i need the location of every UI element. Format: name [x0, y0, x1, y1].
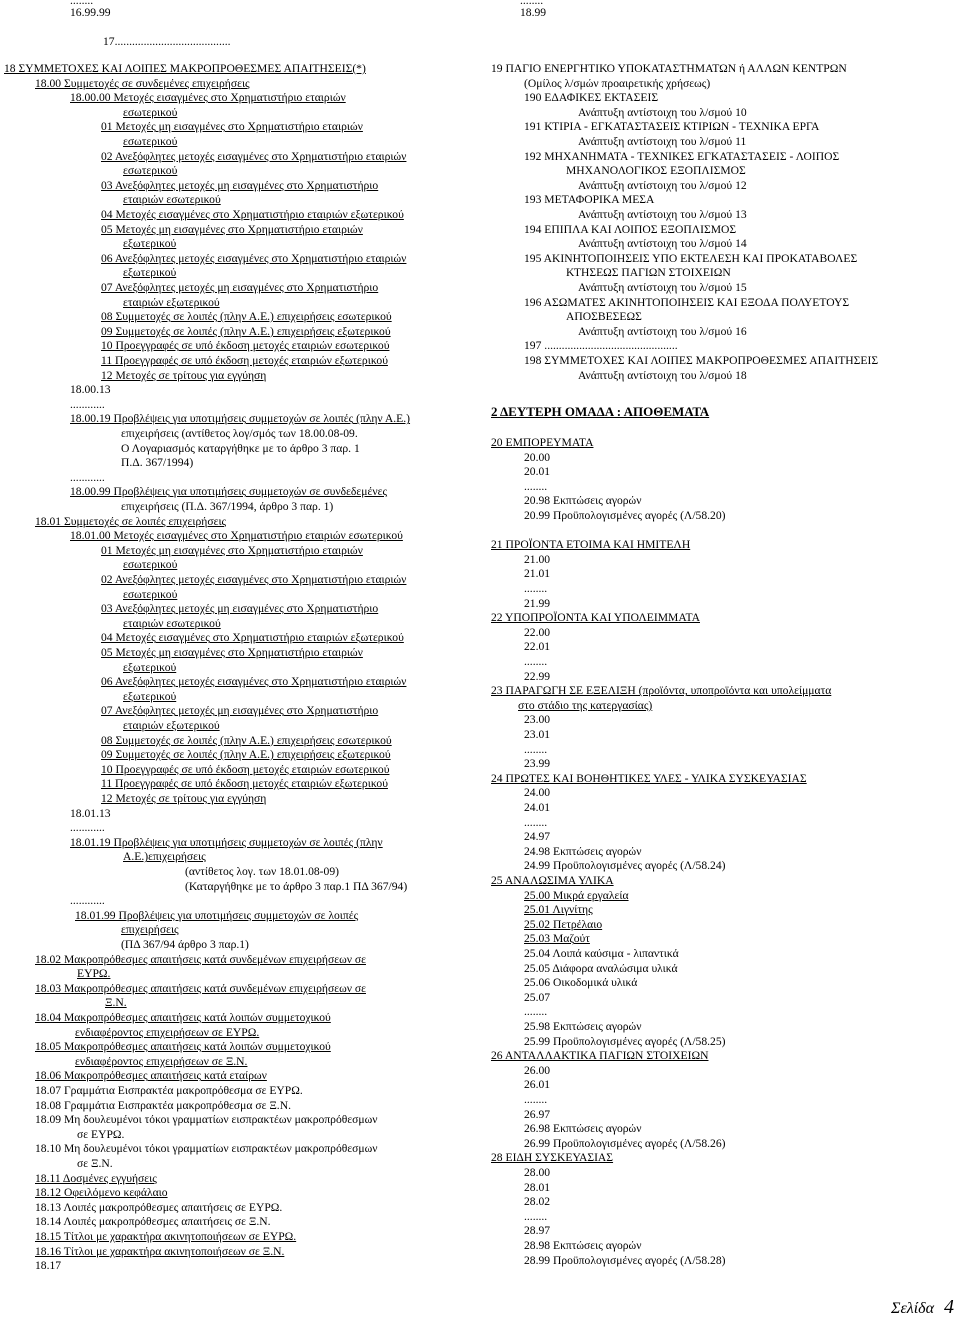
right2-line: 26 ΑΝΤΑΛΛΑΚΤΙΚΑ ΠΑΓΙΩΝ ΣΤΟΙΧΕΙΩΝ	[491, 1049, 709, 1063]
left-line: 07 Ανεξόφλητες μετοχές μη εισαγμένες στο Χρηματιστήριο	[101, 704, 379, 718]
left-line: σε Ξ.Ν.	[77, 1157, 113, 1170]
right2-line: 24.00	[524, 786, 551, 800]
right2-line: ........	[524, 742, 548, 756]
right1-line: 197 ..............................................	[524, 339, 678, 353]
right2-line: ........	[524, 655, 548, 668]
left-line: 08 Συμμετοχές σε λοιπές (πλην Α.Ε.) επιχειρήσεις εσωτερικού	[101, 733, 392, 747]
right1-line: 190 ΕΔΑΦΙΚΕΣ ΕΚΤΑΣΕΙΣ	[524, 91, 659, 105]
left-line: 06 Ανεξόφλητες μετοχές εισαγμένες στο Χρηματιστήριο εταιριών	[101, 675, 407, 689]
left-line: εσωτερικού	[123, 164, 178, 178]
left-line: 18.17	[35, 1259, 62, 1273]
right1-line: 196 ΑΣΩΜΑΤΕΣ ΑΚΙΝΗΤΟΠΟΙΗΣΕΙΣ ΚΑΙ ΕΞΟΔΑ ΠΟΛΥΕΤΟΥΣ	[524, 295, 850, 309]
right1-line: 194 ΕΠΙΠΛΑ ΚΑΙ ΛΟΙΠΟΣ ΕΞΟΠΛΙΣΜΟΣ	[524, 222, 737, 236]
left-line: 18.14 Λοιπές μακροπρόθεσμες απαιτήσεις σε Ξ.Ν.	[35, 1215, 271, 1229]
right1-line: Ανάπτυξη αντίστοιχη του λ/σμού 18	[578, 368, 747, 382]
right2-line: 24.99 Προϋπολογισμένες αγορές (Λ/58.24)	[524, 859, 726, 873]
right2-line: 26.97	[524, 1107, 551, 1121]
left-line: εξωτερικού	[123, 237, 177, 251]
left-line: Ξ.Ν.	[105, 996, 127, 1010]
left-line: 18.09 Μη δουλευμένοι τόκοι γραμματίων εισπρακτέων μακροπρόθεσμων	[35, 1113, 378, 1127]
left-line: 18.01.00 Μετοχές εισαγμένες στο Χρηματιστήριο εταιριών εσωτερικού	[70, 529, 403, 543]
left-line: 18.04 Μακροπρόθεσμες απαιτήσεις κατά λοιπών συμμετοχικού	[35, 1011, 331, 1024]
right2-line: 25.03 Μαζούτ	[524, 932, 590, 946]
right2-line: 26.01	[524, 1078, 551, 1092]
right1-line: ΑΠΟΣΒΕΣΕΩΣ	[566, 310, 642, 324]
left-line: 11 Προεγγραφές σε υπό έκδοση μετοχές εταιριών εξωτερικού	[101, 777, 388, 791]
right2-line: 25.05 Διάφορα αναλώσιμα υλικά	[524, 961, 678, 975]
left-line: 10 Προεγγραφές σε υπό έκδοση μετοχές εταιριών εσωτερικού	[101, 339, 390, 353]
left-line: Ο Λογαριασμός καταργήθηκε με το άρθρο 3 παρ. 1	[121, 441, 360, 455]
left-line: εταιριών εξωτερικού	[123, 295, 220, 309]
left-line: (ΠΔ 367/94 άρθρο 3 παρ.1)	[121, 938, 249, 951]
right2-line: 20.00	[524, 450, 551, 464]
right2-line: 25.06 Οικοδομικά υλικά	[524, 976, 638, 990]
right1-line: 193 ΜΕΤΑΦΟΡΙΚΑ ΜΕΣΑ	[524, 193, 655, 207]
right1-line: Ανάπτυξη αντίστοιχη του λ/σμού 10	[578, 105, 747, 119]
right2-line: 25.02 Πετρέλαιο	[524, 917, 603, 931]
right2-line: 23.00	[524, 713, 551, 727]
left-line: 18.01.19 Προβλέψεις για υποτιμήσεις συμμετοχών σε λοιπές (πλην	[70, 835, 383, 849]
right2-line: 28.00	[524, 1166, 551, 1179]
left-line: 18.16 Τίτλοι με χαρακτήρα ακινητοποιήσεων σε Ξ.Ν.	[35, 1244, 285, 1258]
page-number: 4	[944, 1296, 954, 1318]
right2-line: 24.01	[524, 801, 551, 814]
left-line: ............	[70, 397, 105, 411]
right2-line: 21.00	[524, 552, 551, 566]
left-line: εξωτερικού	[123, 266, 177, 280]
left-line: 11 Προεγγραφές σε υπό έκδοση μετοχές εταιριών εξωτερικού	[101, 354, 388, 367]
right2-line: 21.01	[524, 567, 551, 581]
right2-line: 25.00 Μικρά εργαλεία	[524, 888, 629, 902]
right2-line: 25.01 Λιγνίτης	[524, 903, 593, 917]
left-line: εσωτερικού	[123, 558, 178, 572]
right2-line: 22.01	[524, 640, 551, 654]
left-line: 18.01 Συμμετοχές σε λοιπές επιχειρήσεις	[35, 514, 227, 528]
right2-line: 20.99 Προϋπολογισμένες αγορές (Λ/58.20)	[524, 509, 726, 522]
left-line: 18.05 Μακροπρόθεσμες απαιτήσεις κατά λοιπών συμμετοχικού	[35, 1040, 331, 1054]
left-line: 03 Ανεξόφλητες μετοχές μη εισαγμένες στο Χρηματιστήριο	[101, 178, 379, 192]
right2-line: 20.01	[524, 465, 551, 479]
left-line: 18.12 Οφειλόμενο κεφάλαιο	[35, 1186, 168, 1200]
right2-line: 25.04 Λοιπά καύσιμα - λιπαντικά	[524, 947, 679, 960]
left-line: 18.00.00 Μετοχές εισαγμένες στο Χρηματιστήριο εταιριών	[70, 91, 346, 105]
left-line: 08 Συμμετοχές σε λοιπές (πλην Α.Ε.) επιχειρήσεις εσωτερικού	[101, 310, 392, 324]
left-line: 18.11 Δοσμένες εγγυήσεις	[35, 1171, 157, 1185]
left-line: Α.Ε.)επιχειρήσεις	[123, 850, 206, 864]
left-line: 12 Μετοχές σε τρίτους για εγγύηση	[101, 368, 267, 382]
right1-line: 192 ΜΗΧΑΝΗΜΑΤΑ - ΤΕΧΝΙΚΕΣ ΕΓΚΑΤΑΣΤΑΣΕΙΣ - ΛΟΙΠΟΣ	[524, 149, 840, 163]
right2-line: 28.02	[524, 1195, 551, 1209]
left-line: 09 Συμμετοχές σε λοιπές (πλην Α.Ε.) επιχειρήσεις εξωτερικού	[101, 748, 391, 762]
page-footer	[891, 1296, 954, 1319]
right2-line: ........	[524, 479, 548, 493]
right2-line: 24.98 Εκπτώσεις αγορών	[524, 844, 642, 858]
right2-line: 28.01	[524, 1180, 551, 1194]
right2-line: 26.99 Προϋπολογισμένες αγορές (Λ/58.26)	[524, 1136, 726, 1150]
left-line: 18.15 Τίτλοι με χαρακτήρα ακινητοποιήσεων σε ΕΥΡΩ.	[35, 1230, 297, 1243]
left-line: 18 ΣΥΜΜΕΤΟΧΕΣ ΚΑΙ ΛΟΙΠΕΣ ΜΑΚΡΟΠΡΟΘΕΣΜΕΣ ΑΠΑΙΤΗΣΕΙΣ(*)	[4, 62, 366, 75]
right2-line: 24 ΠΡΩΤΕΣ ΚΑΙ ΒΟΗΘΗΤΙΚΕΣ ΥΛΕΣ - ΥΛΙΚΑ ΣΥΣΚΕΥΑΣΙΑΣ	[491, 771, 807, 785]
right2-line: 21.99	[524, 596, 551, 610]
right2-line: 26.98 Εκπτώσεις αγορών	[524, 1122, 642, 1136]
left-line: ενδιαφέροντος επιχειρήσεων σε ΕΥΡΩ.	[75, 1025, 260, 1039]
left-line: 02 Ανεξόφλητες μετοχές εισαγμένες στο Χρηματιστήριο εταιριών	[101, 573, 407, 586]
right2-line: ........	[524, 1093, 548, 1106]
left-line: 18.01.99 Προβλέψεις για υποτιμήσεις συμμετοχών σε λοιπές	[75, 908, 359, 922]
right2-line: 28.99 Προϋπολογισμένες αγορές (Λ/58.28)	[524, 1253, 726, 1267]
left-line: 12 Μετοχές σε τρίτους για εγγύηση	[101, 792, 267, 805]
left-line: (αντίθετος λογ. των 18.01.08-09)	[185, 865, 339, 878]
page-label: Σελίδα	[890, 1300, 934, 1317]
left-line: 02 Ανεξόφλητες μετοχές εισαγμένες στο Χρηματιστήριο εταιριών	[101, 149, 407, 163]
left-line: επιχειρήσεις	[121, 923, 179, 937]
left-line: 18.00 Συμμετοχές σε συνδεμένες επιχειρήσεις	[35, 76, 250, 90]
left-line: 18.02 Μακροπρόθεσμες απαιτήσεις κατά συνδεμένων επιχειρήσεων σε	[35, 952, 366, 966]
left-line: 10 Προεγγραφές σε υπό έκδοση μετοχές εταιριών εσωτερικού	[101, 762, 390, 776]
left-line: (Καταργήθηκε με το άρθρο 3 παρ.1 ΠΔ 367/94)	[185, 879, 408, 893]
right2-line: 25.98 Εκπτώσεις αγορών	[524, 1020, 642, 1033]
right2-line: 25.07	[524, 990, 551, 1004]
top-left-code: 16.99.99	[70, 6, 111, 19]
left-line: επιχειρήσεις (Π.Δ. 367/1994, άρθρο 3 παρ. 1)	[121, 500, 334, 513]
right1-line: Ανάπτυξη αντίστοιχη του λ/σμού 12	[578, 178, 747, 192]
right2-line: 25.99 Προϋπολογισμένες αγορές (Λ/58.25)	[524, 1034, 726, 1048]
left-line: 04 Μετοχές εισαγμένες στο Χρηματιστήριο εταιριών εξωτερικού	[101, 631, 404, 645]
left-line: 07 Ανεξόφλητες μετοχές μη εισαγμένες στο Χρηματιστήριο	[101, 281, 379, 294]
right1-line: Ανάπτυξη αντίστοιχη του λ/σμού 15	[578, 281, 747, 294]
right2-line: 23.01	[524, 728, 551, 741]
right2-line: ........	[524, 1005, 548, 1019]
right2-line: 22.00	[524, 625, 551, 639]
left-line: Π.Δ. 367/1994)	[121, 456, 194, 470]
right2-line: 21 ΠΡΟΪΟΝΤΑ ΕΤΟΙΜΑ ΚΑΙ ΗΜΙΤΕΛΗ	[491, 538, 691, 552]
right2-line: 28.97	[524, 1224, 551, 1238]
right2-line: ........	[524, 815, 548, 829]
left-line: εταιριών εσωτερικού	[123, 616, 221, 630]
right1-line: Ανάπτυξη αντίστοιχη του λ/σμού 14	[578, 237, 747, 251]
top-right-code: 18.99	[520, 6, 547, 19]
left-line: 18.00.13	[70, 383, 111, 397]
group-heading: 2 ΔΕΥΤΕΡΗ ΟΜΑΔΑ : ΑΠΟΘΕΜΑΤΑ	[491, 404, 710, 419]
left-line: εταιριών εσωτερικού	[123, 193, 221, 207]
left-line: 18.13 Λοιπές μακροπρόθεσμες απαιτήσεις σε ΕΥΡΩ.	[35, 1200, 283, 1214]
right1-line: Ανάπτυξη αντίστοιχη του λ/σμού 16	[578, 324, 747, 338]
right1-line: 195 ΑΚΙΝΗΤΟΠΟΙΗΣΕΙΣ ΥΠΟ ΕΚΤΕΛΕΣΗ ΚΑΙ ΠΡΟΚΑΤΑΒΟΛΕΣ	[524, 251, 858, 265]
right2-line: 23.99	[524, 757, 551, 771]
right1-line: ΚΤΗΣΕΩΣ ΠΑΓΙΩΝ ΣΤΟΙΧΕΙΩΝ	[566, 266, 731, 280]
left-line: 18.10 Μη δουλευμένοι τόκοι γραμματίων εισπρακτέων μακροπρόθεσμων	[35, 1142, 378, 1156]
left-line: 18.06 Μακροπρόθεσμες απαιτήσεις κατά εταίρων	[35, 1069, 267, 1083]
right2-line: 28 ΕΙΔΗ ΣΥΣΚΕΥΑΣΙΑΣ	[491, 1151, 614, 1165]
right2-line: 25 ΑΝΑΛΩΣΙΜΑ ΥΛΙΚΑ	[491, 874, 614, 887]
top-left-17: 17........................................	[103, 35, 231, 48]
left-line: 05 Μετοχές μη εισαγμένες στο Χρηματιστήριο εταιριών	[101, 222, 363, 236]
left-line: 18.03 Μακροπρόθεσμες απαιτήσεις κατά συνδεμένων επιχειρήσεων σε	[35, 981, 366, 995]
top-left-dots: ........	[70, 0, 94, 7]
left-line: ............	[70, 470, 105, 484]
right1-line: Ανάπτυξη αντίστοιχη του λ/σμού 11	[578, 135, 747, 148]
right2-line: 22.99	[524, 669, 551, 683]
right2-line: 23 ΠΑΡΑΓΩΓΗ ΣΕ ΕΞΕΛΙΞΗ (προϊόντα, υποπροϊόντα και υπολείμματα	[491, 684, 832, 698]
right1-line: 191 ΚΤΙΡΙΑ - ΕΓΚΑΤΑΣΤΑΣΕΙΣ ΚΤΙΡΙΩΝ - ΤΕΧΝΙΚΑ ΕΡΓΑ	[524, 120, 820, 134]
right2-line: 28.98 Εκπτώσεις αγορών	[524, 1239, 642, 1252]
left-line: 03 Ανεξόφλητες μετοχές μη εισαγμένες στο Χρηματιστήριο	[101, 602, 379, 616]
left-line: 18.00.19 Προβλέψεις για υποτιμήσεις συμμετοχών σε λοιπές (πλην Α.Ε.)	[70, 412, 411, 426]
left-line: εσωτερικού	[123, 587, 178, 601]
right2-line: ........	[524, 582, 548, 595]
right2-line: ........	[524, 1209, 548, 1223]
left-line: εξωτερικού	[123, 689, 177, 703]
left-line: 18.00.99 Προβλέψεις για υποτιμήσεις συμμετοχών σε συνδεδεμένες	[70, 485, 388, 499]
left-line: ΕΥΡΩ.	[77, 967, 111, 981]
left-line: 09 Συμμετοχές σε λοιπές (πλην Α.Ε.) επιχειρήσεις εξωτερικού	[101, 324, 391, 338]
right2-line: 24.97	[524, 830, 551, 844]
left-line: 06 Ανεξόφλητες μετοχές εισαγμένες στο Χρηματιστήριο εταιριών	[101, 251, 407, 265]
right1-line: Ανάπτυξη αντίστοιχη του λ/σμού 13	[578, 208, 747, 221]
left-line: 05 Μετοχές μη εισαγμένες στο Χρηματιστήριο εταιριών	[101, 646, 363, 659]
left-line: 18.07 Γραμμάτια Εισπρακτέα μακροπρόθεσμα σε ΕΥΡΩ.	[35, 1084, 303, 1097]
left-line: 18.08 Γραμμάτια Εισπρακτέα μακροπρόθεσμα σε Ξ.Ν.	[35, 1098, 291, 1112]
right2-line: 26.00	[524, 1063, 551, 1077]
left-line: εταιριών εξωτερικού	[123, 719, 220, 732]
left-line: εσωτερικού	[123, 105, 178, 119]
left-line: εσωτερικού	[123, 135, 178, 148]
left-line: ............	[70, 821, 105, 835]
left-line: εξωτερικού	[123, 660, 177, 674]
left-line: σε ΕΥΡΩ.	[77, 1127, 125, 1141]
left-line: 18.01.13	[70, 806, 111, 820]
right2-line: 20 ΕΜΠΟΡΕΥΜΑΤΑ	[491, 436, 594, 449]
right1-line: 198 ΣΥΜΜΕΤΟΧΕΣ ΚΑΙ ΛΟΙΠΕΣ ΜΑΚΡΟΠΡΟΘΕΣΜΕΣ ΑΠΑΙΤΗΣΕΙΣ	[524, 354, 879, 367]
right1-line: 19 ΠΑΓΙΟ ΕΝΕΡΓΗΤΙΚΟ ΥΠΟΚΑΤΑΣΤΗΜΑΤΩΝ ή ΑΛΛΩΝ ΚΕΝΤΡΩΝ	[491, 62, 847, 75]
right2-line: στο στάδιο της κατεργασίας)	[518, 698, 653, 712]
left-line: 01 Μετοχές μη εισαγμένες στο Χρηματιστήριο εταιριών	[101, 543, 363, 557]
left-line: επιχειρήσεις (αντίθετος λογ/σμός των 18.00.08-09.	[121, 427, 358, 440]
left-line: ............	[70, 894, 105, 908]
right1-line: (Ομίλος λ/σμών προαιρετικής χρήσεως)	[524, 76, 711, 90]
right2-line: 20.98 Εκπτώσεις αγορών	[524, 494, 642, 508]
left-line: 01 Μετοχές μη εισαγμένες στο Χρηματιστήριο εταιριών	[101, 120, 363, 134]
right2-line: 22 ΥΠΟΠΡΟΪΟΝΤΑ ΚΑΙ ΥΠΟΛΕΙΜΜΑΤΑ	[491, 611, 700, 625]
top-right-dots: ........	[520, 0, 544, 7]
left-line: ενδιαφέροντος επιχειρήσεων σε Ξ.Ν.	[75, 1054, 248, 1068]
right1-line: ΜΗΧΑΝΟΛΟΓΙΚΟΣ ΕΞΟΠΛΙΣΜΟΣ	[566, 164, 746, 178]
left-line: 04 Μετοχές εισαγμένες στο Χρηματιστήριο εταιριών εξωτερικού	[101, 208, 404, 221]
